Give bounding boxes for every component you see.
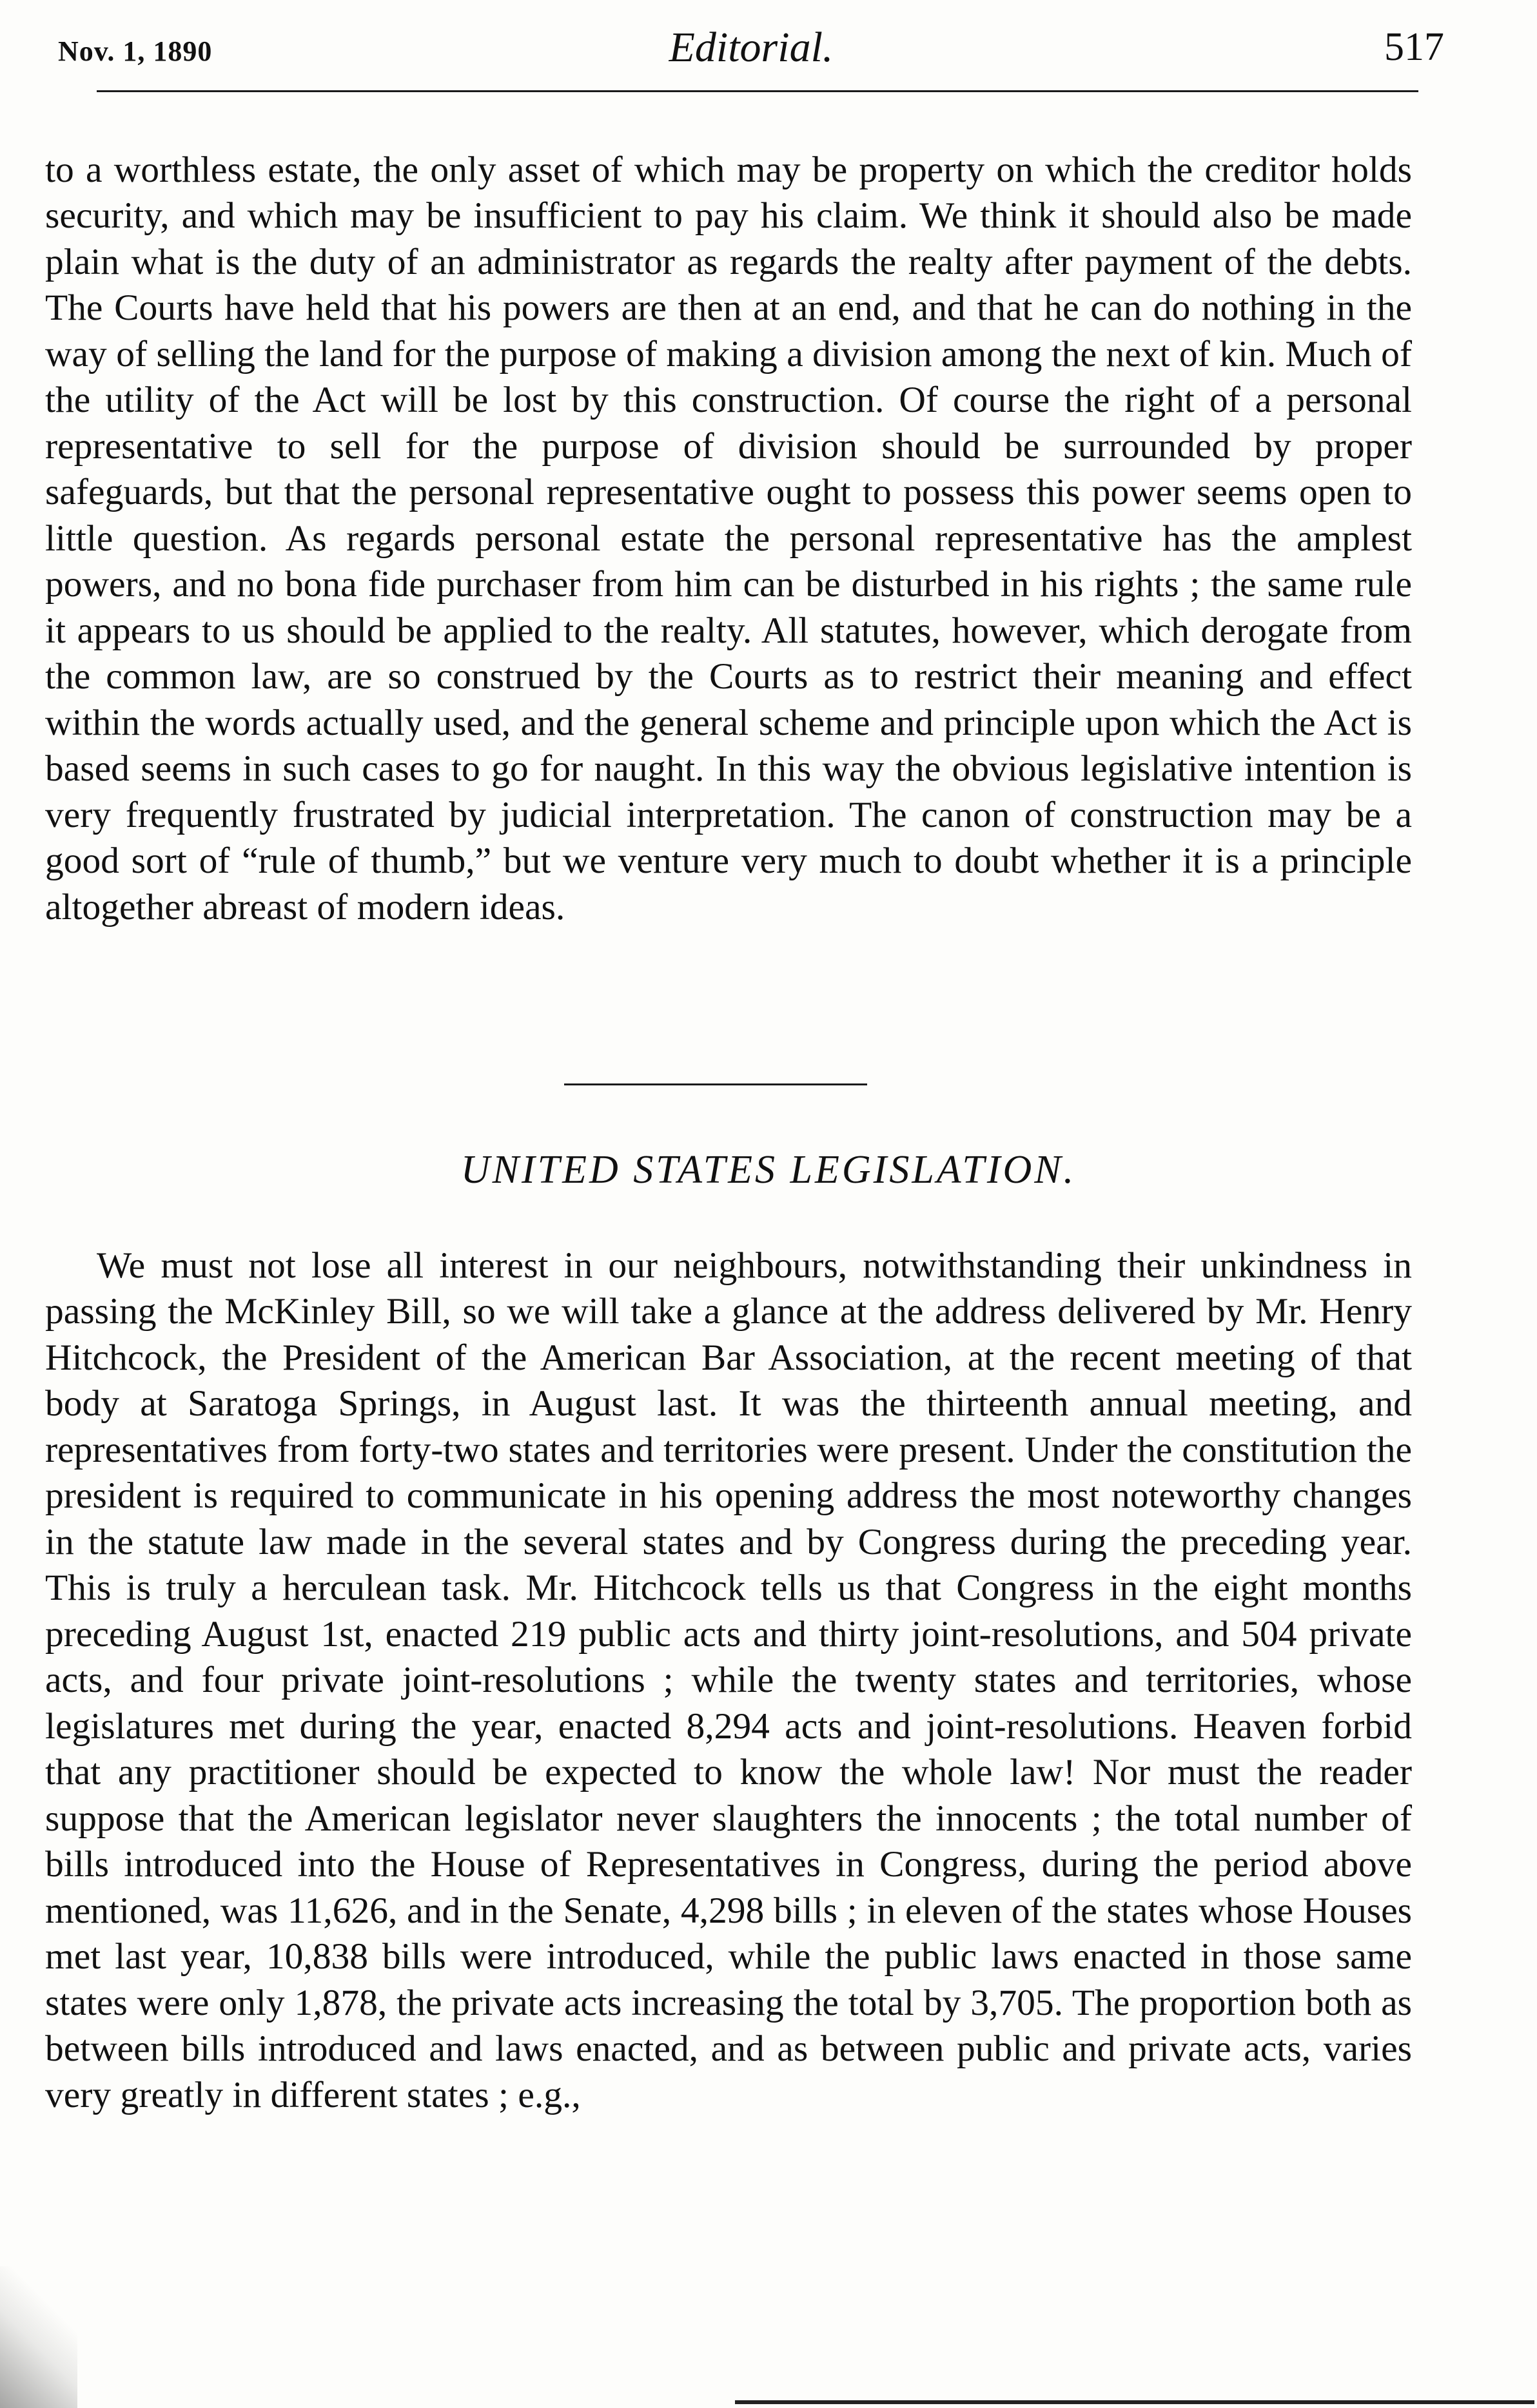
section-title-header: Editorial. <box>669 24 834 71</box>
page-bottom-edge <box>735 2400 1534 2404</box>
running-header <box>58 18 1444 83</box>
issue-date: Nov. 1, 1890 <box>58 35 213 67</box>
paragraph-continued: to a worthless estate, the only asset of which may be property on which the creditor holds security, and which may be insufficient to pay his claim. We think it should also be made plain what is the duty of an administrator as regards the realty after payment of the debts. The Courts have held that his powers are then at an end, and that he can do nothing in the way of selling the land for the purpose of making a division among the next of kin. Much of the utility of the Act will be lost by this construction. Of course the right of a personal representative to sell for the purpose of division should be surrounded by proper safeguards, but that the personal representative ought to possess this power seems open to little question. As regards personal estate the personal representative has the amplest powers, and no bona fide purchaser from him can be disturbed in his rights ; the same rule it appears to us should be applied to the realty. All statutes, however, which derogate from the common law, are so construed by the Courts as to restrict their meaning and effect within the words actually used, and the general scheme and principle upon which the Act is based seems in such cases to go for naught. In this way the obvious legislative intention is very frequently frustrated by judicial interpretation. The canon of construction may be a good sort of “rule of thumb,” but we venture very much to doubt whether it is a principle altogether abreast of modern ideas. <box>45 149 1412 927</box>
paragraph-united-states-legislation: We must not lose all interest in our neighbours, notwithstanding their unkindness in passing the McKinley Bill, so we will take a glance at the address delivered by Mr. Henry Hitchcock, the President of the American Bar Association, at the recent meeting of that body at Saratoga Springs, in August last. It was the thirteenth annual meeting, and representatives from forty-two states and territories were present. Under the constitution the president is required to communicate in his opening address the most noteworthy changes in the statute law made in the several states and by Congress during the preceding year. This is truly a herculean task. Mr. Hitchcock tells us that Congress in the eight months preceding August 1st, enacted 219 public acts and thirty joint-resolutions, and 504 private acts, and four private joint-resolutions ; while the twenty states and territories, whose legislatures met during the year, enacted 8,294 acts and joint-resolutions. Heaven forbid that any practitioner should be expected to know the whole law! Nor must the reader suppose that the American legislator never slaughters the innocents ; the total number of bills introduced into the House of Representatives in Congress, during the period above mentioned, was 11,626, and in the Senate, 4,298 bills ; in eleven of the states whose Houses met last year, 10,838 bills were introduced, while the public laws enacted in those same states were only 1,878, the private acts increasing the total by 3,705. The proportion both as between bills introduced and laws enacted, and as between public and private acts, varies very greatly in different states ; e.g., <box>45 1245 1412 2115</box>
page-corner-shadow <box>0 2266 77 2408</box>
header-rule <box>97 90 1418 92</box>
page-number: 517 <box>1384 25 1444 69</box>
section-heading: UNITED STATES LEGISLATION. <box>460 1148 1077 1192</box>
section-divider <box>564 1083 867 1085</box>
